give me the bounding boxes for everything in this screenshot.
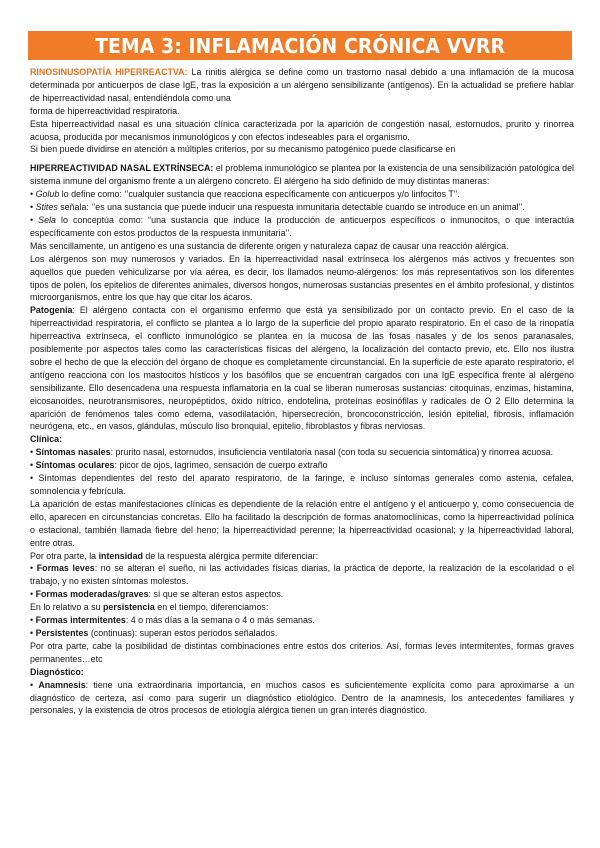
- definition-text: lo define como: ‘’cualquier sustancia que reacciona específicamente con anticuerpos y/o linfocitos T’’.: [59, 189, 461, 200]
- text-fragment: en el tiempo, diferenciamos:: [154, 602, 269, 613]
- definition-item: [30, 214, 574, 240]
- page-title: TEMA 3: INFLAMACIÓN CRÓNICA VVRR: [95, 33, 505, 58]
- patogenia-paragraph: [30, 304, 574, 433]
- item-text: : tiene una extraordinaria importancia, en muchos casos es suficientemente explícita como para aproximarse a un diagnóstico de certeza, así como para sugerir un diagnóstico etiológico. Dentro de la anamnesis, los antecedentes familiares y personales, y la existencia de otros procesos de etiología alérgica tienen un gran interés diagnóstico.: [30, 679, 575, 716]
- bullet: •: [30, 214, 39, 225]
- intro-line: Esta hiperreactividad nasal es una situación clínica caracterizada por la aparición de congestión nasal, estornudos, prurito y rinorrea acuosa, producida por mecanismos inmunológicos y con efectos indeseables para el organismo.: [30, 118, 574, 142]
- item-label: Síntomas oculares: [35, 460, 115, 471]
- list-item: [30, 459, 574, 472]
- intro-line: forma de hiperreactividad respiratoria.: [30, 105, 180, 116]
- diagnostico-label: Diagnóstico:: [30, 666, 84, 677]
- section-heading-rinosinusopatia: RINOSINUSOPATÍA HIPERREACTVA:: [30, 67, 188, 77]
- bullet: •: [30, 589, 36, 600]
- list-item: [30, 614, 574, 627]
- definition-text: señala: ‘’es una sustancia que puede inducir una respuesta inmunitaria detectable cuando se introduce en un animal’’.: [57, 202, 525, 213]
- bullet: •: [30, 447, 36, 458]
- patogenia-text: : El alérgeno contacta con el organismo enfermo que está ya sensibilizado por un contacto previo. En el caso de la hiperreactividad respiratoria, el conflicto se plantea a lo largo de la superficie del propio aparato respiratorio. En el caso de la rinopatía hiperreactiva extrínseca, el conflicto inmunológico se plantea en la mucosa de las fosas nasales y de los senos paranasales, posiblemente por aspectos tales como las características físicas del alérgeno, la localización del contacto previo, etc. Ello nos ilustra sobre el hecho de que la elección del órgano de choque es completamente circunstancial. En la superficie de este aparato respiratorio, el antígeno reacciona con los mastocitos hísticos y los basófilos que se encuentran cargados con una IgE específica frente al alérgeno sensibilizante. Ello desencadena una respuesta inflamatoria en la cual se liberan numerosas sustancias: citoquinas, enzimas, histamina, eicosanoides, neurotransmisores, neuropéptidos, óxido nítrico, endotelina, proteínas eosinófilas y radicales de O 2 Ello determina la aparición de fenómenos tales como edema, vasodilatación, hipersecreción, broncoconstricción, lesión epitelial, fibrosis, inflamación neurógena, etc., en vasos, glándulas, músculo liso bronquial, epitelio, fibroblastos y fibras nerviosas.: [30, 305, 574, 432]
- intensity-label: intensidad: [98, 550, 143, 561]
- section-heading-extrinseca: HIPERREACTIVIDAD NASAL EXTRÍNSECA:: [30, 163, 214, 174]
- definition-text: lo conceptúa como: “una sustancia que induce la producción de anticuerpos específicos o inmunocitos, o que interactúa específicamente con estos productos de la respuesta inmunitaria’’.: [30, 214, 575, 238]
- item-text: : prurito nasal, estornudos, insuficiencia ventilatoria nasal (con toda su secuencia sintomática) y rinorrea acuosa.: [110, 447, 554, 458]
- list-item: [30, 562, 574, 588]
- bullet: •: [30, 460, 36, 471]
- definition-item: [30, 188, 574, 201]
- author-name: Golub: [35, 189, 60, 200]
- intro-text: La rinitis alérgica se define como un trastorno nasal debido a una inflamación de la mucosa determinada por anticuerpos de clase IgE, tras la exposición a un alérgeno sensibilizante (antígenos). En la actualidad se prefiere hablar de hiperreactividad nasal, entendiéndola como una: [30, 67, 574, 103]
- list-item: [30, 627, 574, 640]
- list-item: [30, 472, 574, 498]
- extrinseca-text: el problema inmunológico se plantea por la existencia de una sensibilización patológica del sistema inmune del organismo frente a un alérgeno concreto. El alérgeno ha sido definido de muy distintas maneras:: [30, 163, 574, 187]
- document-body: [30, 66, 574, 717]
- author-name: Sela: [38, 214, 56, 225]
- clinica-label: Clínica:: [30, 434, 63, 445]
- item-text: (continuas): superan estos periodos señalados.: [88, 627, 278, 638]
- item-label: Formas moderadas/graves: [35, 589, 149, 600]
- persistence-intro: [30, 601, 574, 614]
- bullet: •: [30, 563, 37, 574]
- paragraph: Más sencillamente, un antígeno es una sustancia de diferente origen y naturaleza capaz de causar una reacción alérgica.: [30, 240, 509, 251]
- item-label: Síntomas nasales: [35, 447, 111, 458]
- bullet: •: [30, 615, 36, 626]
- definition-item: [30, 201, 574, 214]
- list-item: [30, 446, 574, 459]
- text-fragment: de la respuesta alérgica permite diferenciar:: [142, 550, 319, 561]
- bullet: •: [30, 627, 36, 638]
- text-fragment: Por otra parte, la: [30, 550, 99, 561]
- item-text: : sí que se alteran estos aspectos.: [148, 589, 284, 600]
- item-label: Persistentes: [35, 627, 89, 638]
- bullet: •: [30, 473, 39, 484]
- item-label: Formas intermitentes: [35, 615, 126, 626]
- item-text: Síntomas dependientes del resto del aparato respiratorio, de la faringe, e incluso síntomas generales como astenia, cefalea, somnolencia y febrícula.: [30, 473, 574, 496]
- paragraph: La aparición de estas manifestaciones clínicas es dependiente de la relación entre el antígeno y el anticuerpo y, como consecuencia de ello, aparecen en circunstancias concretas. Ello ha facilitado la descripción de formas anatomoclínicas, como la hiperreactividad polínica o estacional, también llamada fiebre del heno; la hiperreactividad perenne; la hiperreactividad ocasional; y la hiperreactividad laboral, entre otras.: [30, 498, 574, 548]
- bullet: •: [30, 202, 36, 213]
- title-banner: [28, 31, 572, 60]
- intro-line: Si bien puede dividirse en atención a múltiples criterios, por su mecanismo patogénico puede clasificarse en: [30, 144, 456, 155]
- paragraph: Los alérgenos son muy numerosos y variados. En la hiperreactividad nasal extrínseca los alérgenos más activos y frecuentes son aquellos que pueden vehiculizarse por vía aérea, es decir, los llamados neumo-alérgenos: los más representativos son los diferentes tipos de polen, los epitelios de diferentes animales, diversos hongos, numerosas sustancias presentes en el ámbito profesional, y distintos microorganismos, entre los que hay que citar los ácaros.: [30, 253, 574, 303]
- item-text: : no se alteran el sueño, ni las actividades físicas diarias, la práctica de deporte, la realización de la escolaridad o el trabajo, y no existen síntomas molestos.: [30, 563, 574, 587]
- paragraph: Por otra parte, cabe la posibilidad de distintas combinaciones entre estos dos criterios. Así, formas leves intermitentes, formas graves permanentes…etc: [30, 640, 574, 664]
- persistence-label: persistencia: [103, 602, 155, 613]
- bullet: •: [30, 679, 39, 690]
- intro-paragraph: [30, 66, 574, 105]
- intensity-intro: [30, 550, 574, 563]
- author-name: Stites: [35, 202, 58, 213]
- text-fragment: En lo relativo a su: [30, 602, 104, 613]
- item-text: : picor de ojos, lagrimeo, sensación de cuerpo extraño: [114, 460, 328, 471]
- item-text: : 4 o más días a la semana o 4 o más semanas.: [125, 615, 315, 626]
- item-label: Anamnesis: [38, 679, 86, 690]
- list-item: [30, 588, 574, 601]
- list-item: [30, 679, 574, 718]
- item-label: Formas leves: [36, 563, 95, 574]
- bullet: •: [30, 189, 36, 200]
- patogenia-label: Patogenia: [30, 305, 73, 316]
- extrinseca-paragraph: [30, 162, 574, 188]
